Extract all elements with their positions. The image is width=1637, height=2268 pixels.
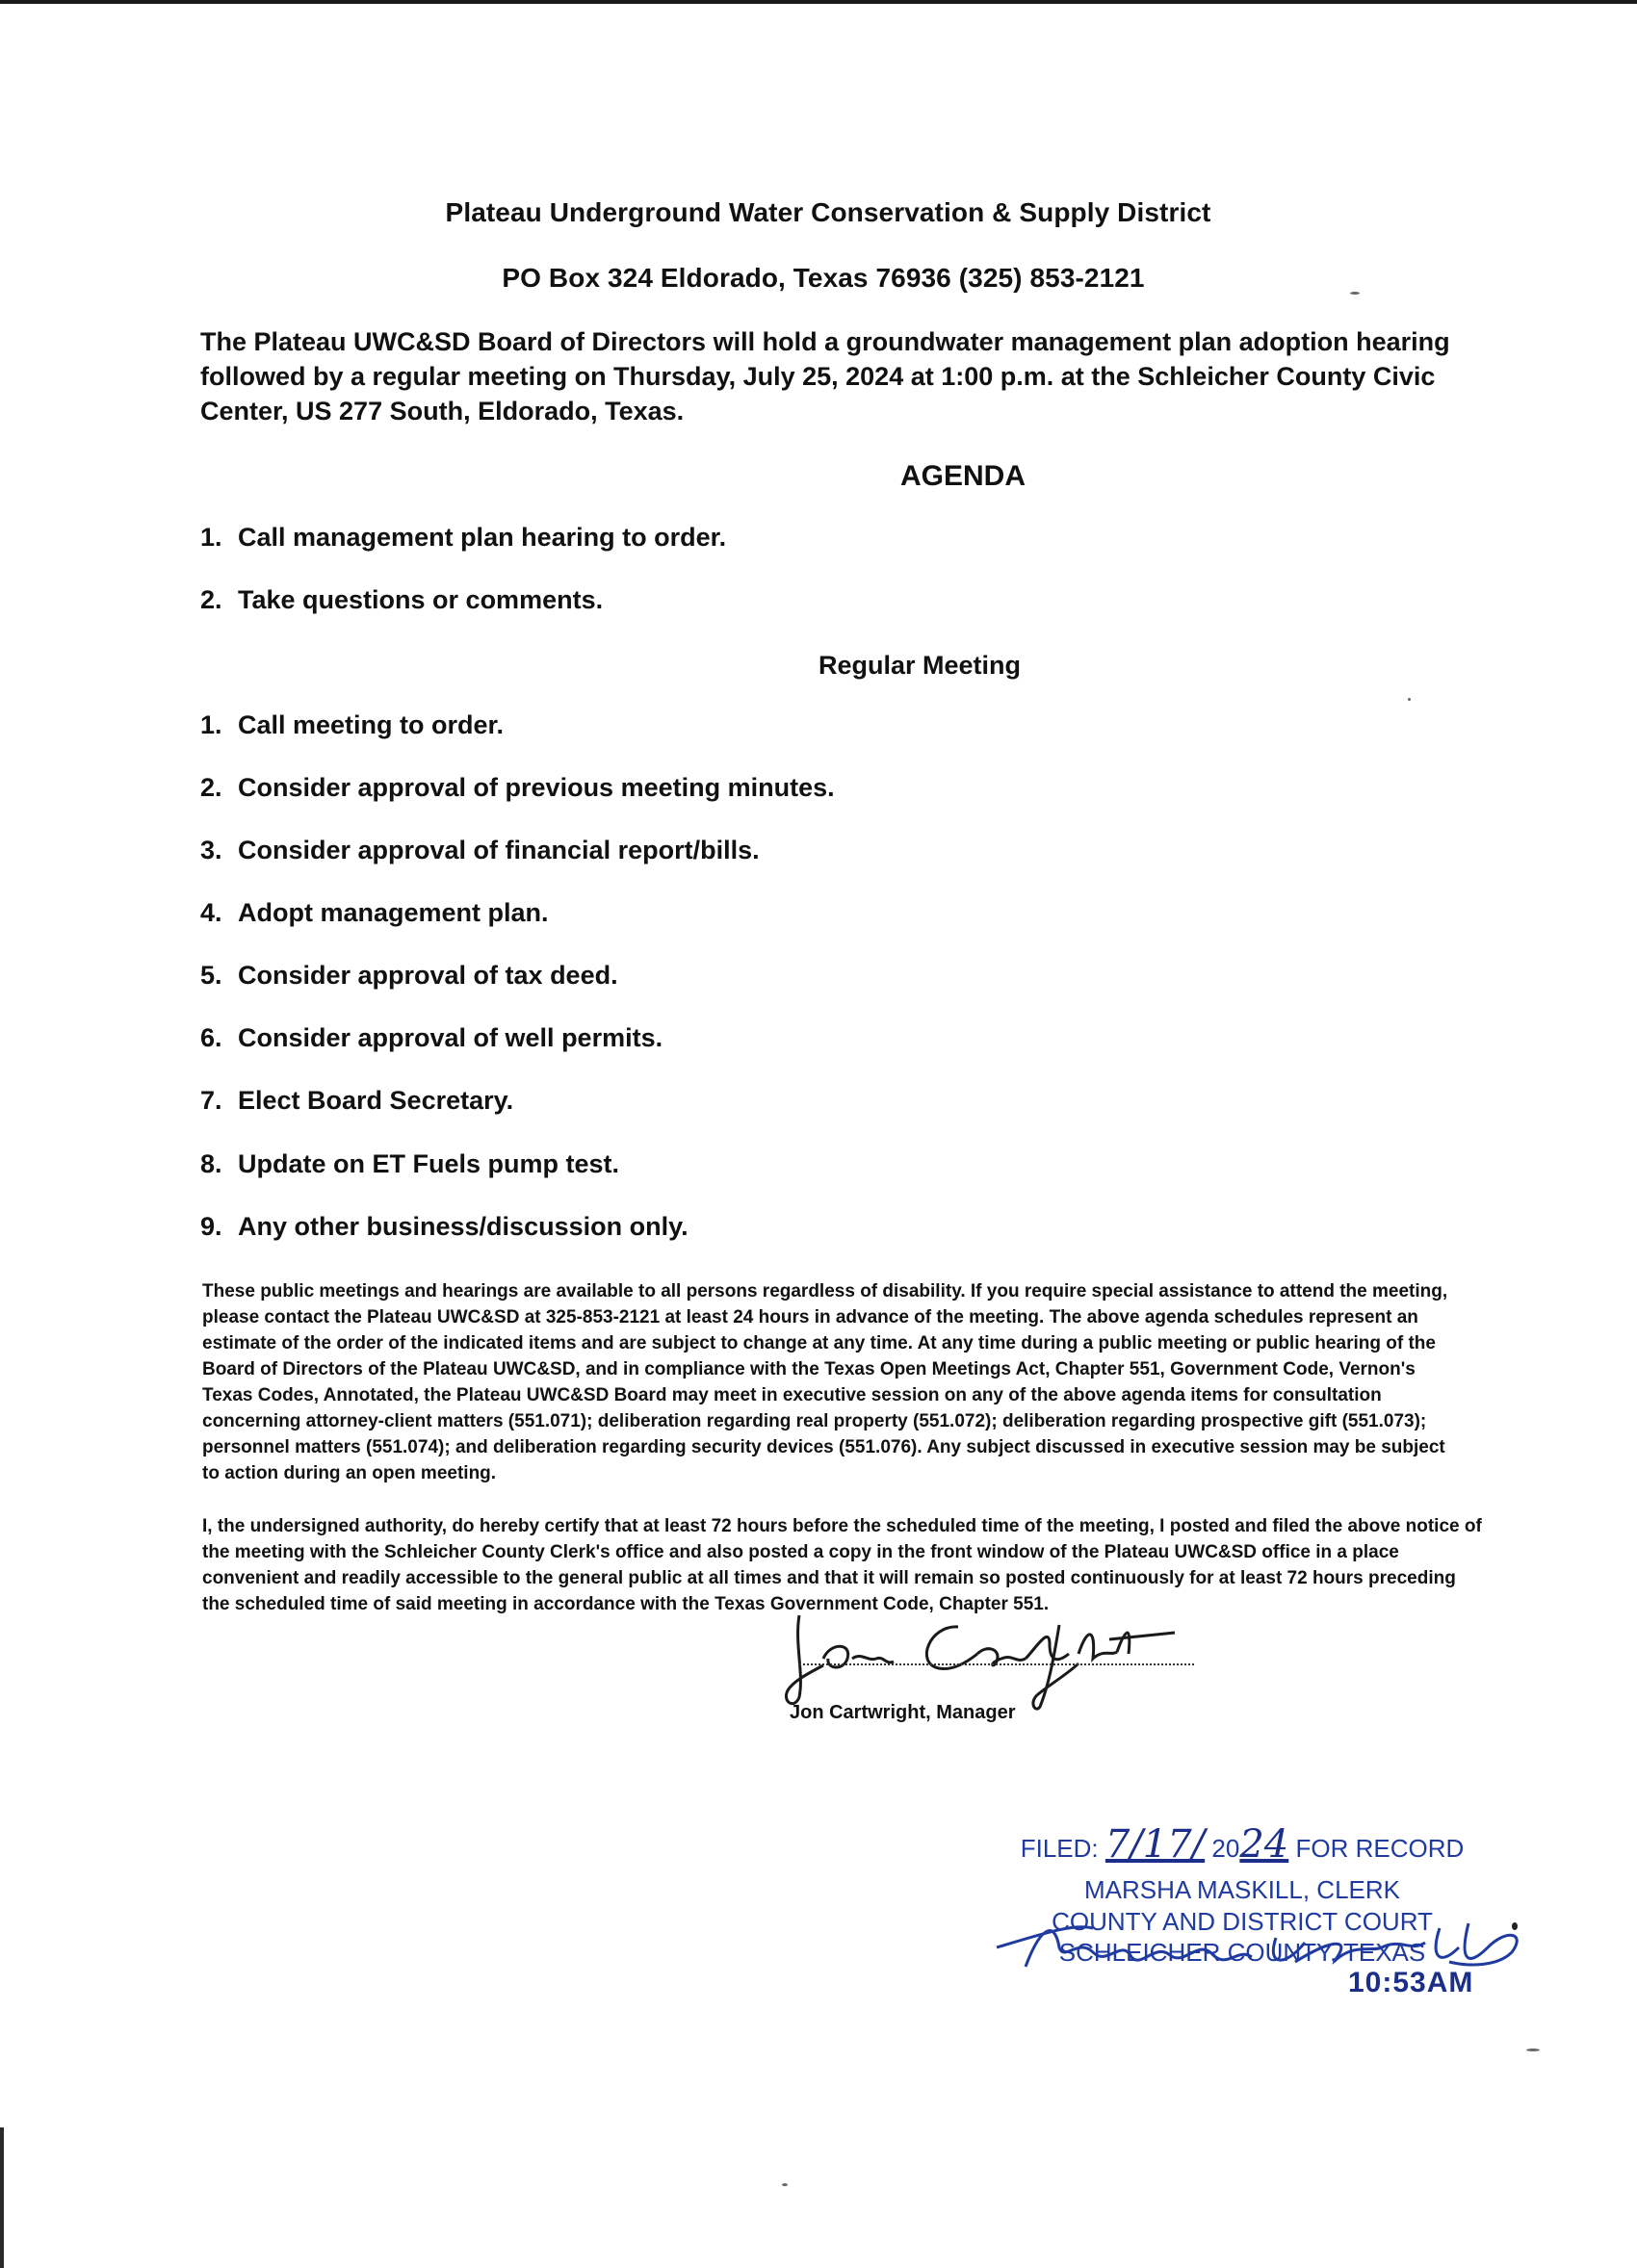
regular-meeting-item bbox=[200, 1149, 619, 1179]
scan-top-edge bbox=[0, 0, 1637, 4]
scan-speck bbox=[1512, 1922, 1518, 1930]
regular-item-number: 9. bbox=[200, 1212, 222, 1241]
regular-item-number: 3. bbox=[200, 836, 222, 864]
organization-name: Plateau Underground Water Conservation & Supply District bbox=[445, 197, 1211, 227]
scan-speck bbox=[782, 2183, 788, 2186]
regular-item-number: 2. bbox=[200, 773, 222, 802]
stamp-filed-time: 10:53AM bbox=[1348, 1967, 1474, 1998]
regular-item-text: Consider approval of previous meeting minutes. bbox=[238, 773, 835, 802]
regular-item-number: 5. bbox=[200, 961, 222, 990]
regular-item-number: 8. bbox=[200, 1149, 222, 1178]
regular-meeting-item bbox=[200, 1023, 663, 1053]
stamp-filed-date: 7/17/ bbox=[1104, 1822, 1206, 1867]
agenda-item bbox=[200, 585, 603, 615]
agenda-item-number: 2. bbox=[200, 585, 222, 614]
regular-item-text: Consider approval of tax deed. bbox=[238, 961, 618, 990]
agenda-item-text: Take questions or comments. bbox=[238, 585, 604, 614]
agenda-item bbox=[200, 523, 726, 553]
regular-item-text: Call meeting to order. bbox=[238, 710, 505, 739]
regular-item-text: Consider approval of well permits. bbox=[238, 1023, 663, 1052]
certification-statement: I, the undersigned authority, do hereby certify that at least 72 hours before the scheduled time of the meeting, I posted and filed the above notice of the meeting with the Schleicher County Clerk's office and also posted a copy in the front window of the Plateau UWC&SD office in a place convenient and readily accessible to the general public at all times and that it will remain so posted continuously for at least 72 hours preceding the scheduled time of said meeting in accordance with the Texas Government Code, Chapter 551. bbox=[202, 1516, 1482, 1614]
regular-item-number: 4. bbox=[200, 898, 222, 927]
scan-speck bbox=[1408, 698, 1411, 701]
stamp-county-name: SCHLEICHER COUNTY, TEXAS bbox=[1058, 1938, 1426, 1967]
agenda-item-number: 1. bbox=[200, 523, 222, 552]
regular-item-number: 7. bbox=[200, 1086, 222, 1115]
scan-speck bbox=[1350, 292, 1360, 295]
agenda-item-text: Call management plan hearing to order. bbox=[238, 523, 727, 552]
regular-item-text: Elect Board Secretary. bbox=[238, 1086, 514, 1115]
regular-meeting-item bbox=[200, 710, 504, 740]
meeting-announcement: The Plateau UWC&SD Board of Directors will hold a groundwater management plan adoption hearing followed by a regular meeting on Thursday, July 25, 2024 at 1:00 p.m. at the Schleicher County Civic Center, US 277 South, Eldorado, Texas. bbox=[200, 327, 1450, 425]
regular-meeting-item bbox=[200, 836, 760, 865]
scan-left-edge bbox=[0, 2127, 4, 2268]
signer-name: Jon Cartwright, Manager bbox=[790, 1702, 1016, 1723]
regular-meeting-item bbox=[200, 773, 835, 803]
signature-block bbox=[770, 1606, 1213, 1721]
regular-item-number: 6. bbox=[200, 1023, 222, 1052]
stamp-for-record: FOR RECORD bbox=[1295, 1834, 1465, 1863]
accessibility-notice: These public meetings and hearings are available to all persons regardless of disability. If you require special assistance to attend the meeting, please contact the Plateau UWC&SD at 325-853-2121 at least 24 hours in advance of the meeting. The above agenda schedules represent an estimate of the order of the indicated items and are subject to change at any time. At any time during a public meeting or public hearing of the Board of Directors of the Plateau UWC&SD, and in compliance with the Texas Open Meetings Act, Chapter 551, Government Code, Vernon's Texas Codes, Annotated, the Plateau UWC&SD Board may meet in executive session on any of the above agenda items for consultation concerning attorney-client matters (551.071); deliberation regarding real property (551.072); deliberation regarding prospective gift (551.073); personnel matters (551.074); and deliberation regarding security devices (551.076). Any subject discussed in executive session may be subject to action during an open meeting. bbox=[202, 1281, 1448, 1483]
stamp-year-suffix: 24 bbox=[1239, 1822, 1289, 1867]
regular-meeting-item bbox=[200, 898, 549, 928]
regular-item-text: Consider approval of financial report/bills. bbox=[238, 836, 760, 864]
regular-meeting-item bbox=[200, 961, 618, 991]
stamp-year-prefix: 20 bbox=[1211, 1834, 1240, 1863]
stamp-filed-line bbox=[992, 1822, 1493, 1867]
regular-meeting-item bbox=[200, 1212, 689, 1242]
signature-line bbox=[799, 1663, 1194, 1665]
regular-meeting-item bbox=[200, 1086, 513, 1116]
regular-item-number: 1. bbox=[200, 710, 222, 739]
agenda-title: AGENDA bbox=[899, 460, 1026, 492]
manager-signature bbox=[770, 1606, 1213, 1712]
stamp-clerk-name: MARSHA MASKILL, CLERK bbox=[1084, 1875, 1400, 1904]
regular-item-text: Adopt management plan. bbox=[238, 898, 549, 927]
scan-speck bbox=[1526, 2049, 1540, 2051]
regular-item-text: Any other business/discussion only. bbox=[238, 1212, 689, 1241]
regular-item-text: Update on ET Fuels pump test. bbox=[238, 1149, 620, 1178]
clerk-filed-stamp bbox=[992, 1822, 1550, 2005]
stamp-filed-label: FILED: bbox=[1020, 1834, 1099, 1863]
organization-address: PO Box 324 Eldorado, Texas 76936 (325) 853-2121 bbox=[502, 263, 1145, 293]
regular-meeting-title: Regular Meeting bbox=[818, 651, 1022, 680]
stamp-court-name: COUNTY AND DISTRICT COURT bbox=[1052, 1907, 1433, 1936]
